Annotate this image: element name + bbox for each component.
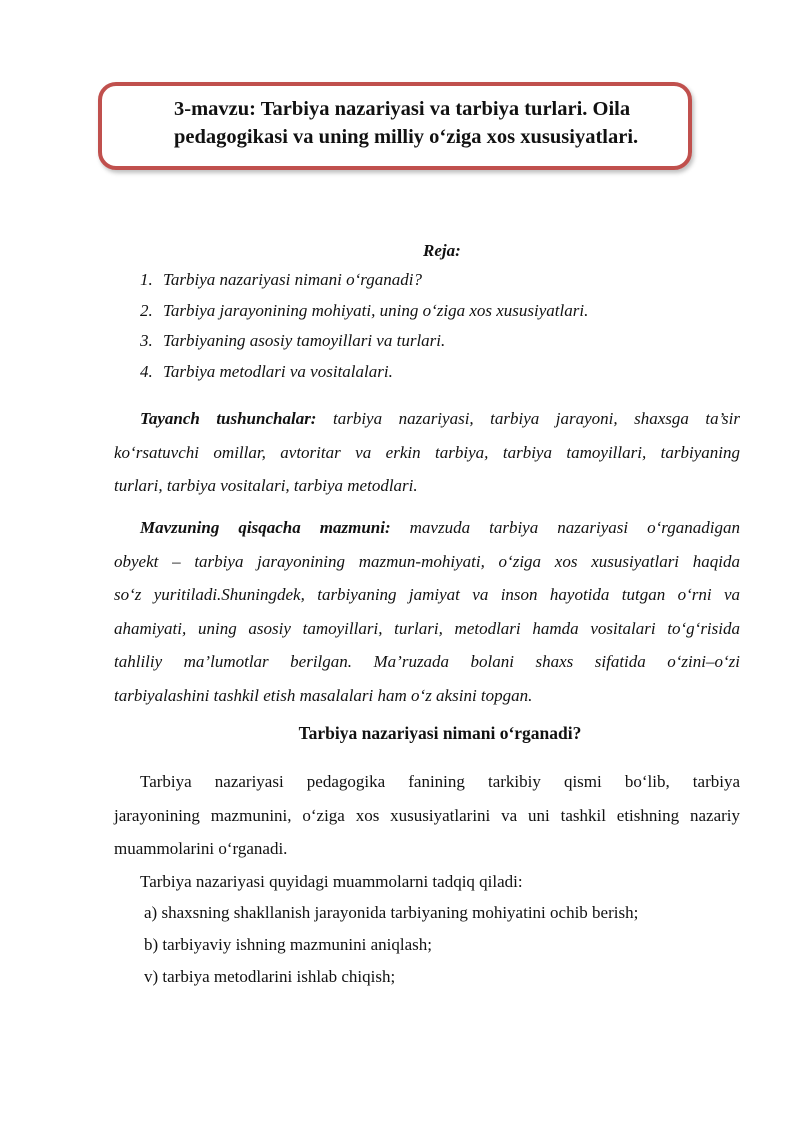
list-item: a) shaxsning shakllanish jarayonida tarbiyaning mohiyatini ochib berish; <box>144 903 639 922</box>
paragraph-line: tahliliy ma’lumotlar berilgan. Ma’ruzada bolani shaxs sifatida o‘zini–o‘zi <box>114 652 740 671</box>
plan-item-number: 3. <box>140 331 153 350</box>
paragraph-line: Tarbiya nazariyasi pedagogika fanining tarkibiy qismi bo‘lib, tarbiya <box>140 772 740 791</box>
plan-item-number: 2. <box>140 300 153 320</box>
summary-paragraph <box>114 511 740 712</box>
plan-label: Reja: <box>423 241 461 260</box>
plan-item-text: Tarbiya jarayonining mohiyati, uning o‘ziga xos xususiyatlari. <box>163 300 589 320</box>
body-paragraph <box>114 765 740 866</box>
list-item: v) tarbiya metodlarini ishlab chiqish; <box>144 967 396 986</box>
paragraph-line: turlari, tarbiya vositalari, tarbiya metodlari. <box>114 476 418 495</box>
key-concepts-label: Tayanch tushunchalar: <box>140 409 317 428</box>
plan-item-number: 1. <box>140 270 153 289</box>
list-item: b) tarbiyaviy ishning mazmunini aniqlash; <box>144 935 433 954</box>
paragraph-line: muammolarini o‘rganadi. <box>114 839 288 858</box>
paragraph-line: tarbiyalashini tashkil etish masalalari ham o‘z aksini topgan. <box>114 685 533 705</box>
body-paragraph: Tarbiya nazariyasi quyidagi muammolarni tadqiq qiladi: <box>140 872 523 891</box>
plan-item <box>140 296 588 327</box>
topic-title <box>174 95 674 151</box>
plan-item-text: Tarbiya metodlari va vositalalari. <box>163 361 393 381</box>
topic-title-box <box>98 82 692 170</box>
paragraph-line: ahamiyati, uning asosiy tamoyillari, turlari, metodlari hamda vositalari to‘g‘risida <box>114 618 740 638</box>
plan-item-number: 4. <box>140 361 153 381</box>
section-heading: Tarbiya nazariyasi nimani o‘rganadi? <box>298 723 582 743</box>
paragraph-line: Mavzuning qisqacha mazmuni: mavzuda tarbiya nazariyasi o‘rganadigan <box>140 518 740 537</box>
plan-item-text: Tarbiyaning asosiy tamoyillari va turlari. <box>163 331 446 350</box>
plan-item <box>140 357 588 388</box>
paragraph-line: ko‘rsatuvchi omillar, avtoritar va erkin tarbiya, tarbiya tamoyillari, tarbiyaning <box>114 442 740 462</box>
topic-title-line: pedagogikasi va uning milliy o‘ziga xos xususiyatlari. <box>174 126 639 148</box>
plan-item <box>140 265 588 296</box>
paragraph-line: so‘z yuritiladi.Shuningdek, tarbiyaning jamiyat va inson hayotida tutgan o‘rni va <box>114 585 740 604</box>
plan-item-text: Tarbiya nazariyasi nimani o‘rganadi? <box>163 270 422 289</box>
paragraph-line: obyekt – tarbiya jarayonining mazmun-mohiyati, o‘ziga xos xususiyatlari haqida <box>114 551 740 571</box>
topic-title-line: 3-mavzu: Tarbiya nazariyasi va tarbiya turlari. Oila <box>174 98 631 120</box>
plan-list <box>140 265 588 387</box>
summary-label: Mavzuning qisqacha mazmuni: <box>140 518 391 537</box>
paragraph-line: Tayanch tushunchalar: tarbiya nazariyasi, tarbiya jarayoni, shaxsga ta’sir <box>140 409 741 428</box>
key-concepts-paragraph <box>114 402 740 503</box>
paragraph-line: jarayonining mazmunini, o‘ziga xos xususiyatlarini va uni tashkil etishning nazariy <box>114 805 740 825</box>
plan-item <box>140 326 588 357</box>
